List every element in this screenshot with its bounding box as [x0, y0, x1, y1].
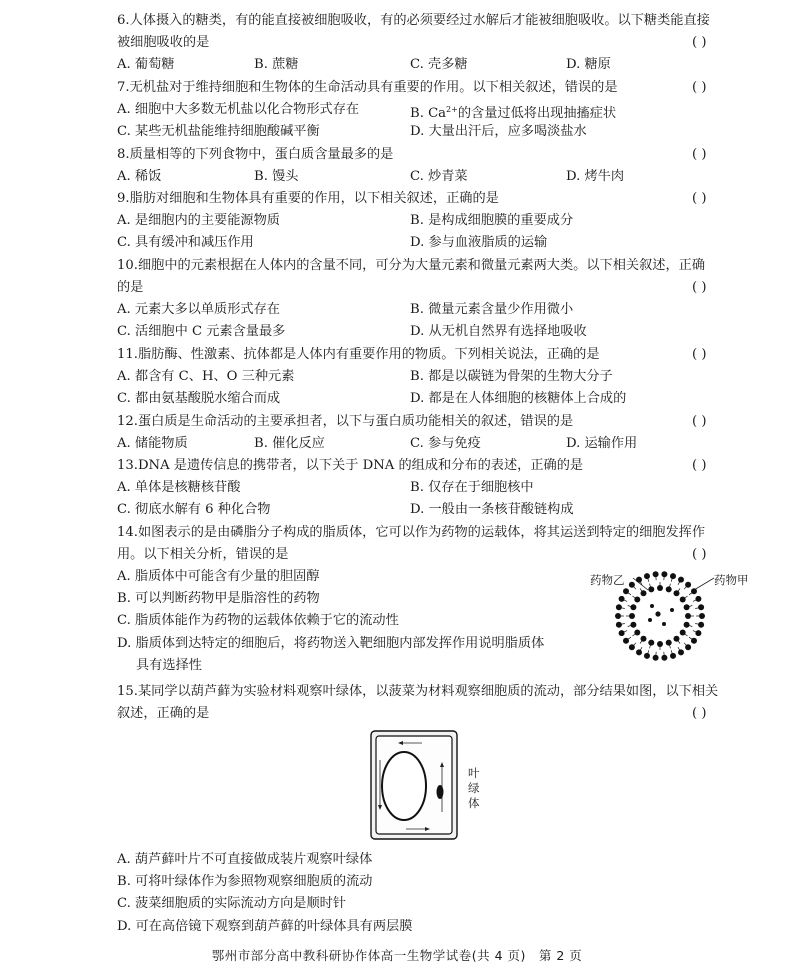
q10-stem-line2: 的是	[117, 280, 144, 295]
q15-option-d: D. 可在高倍镜下观察到葫芦藓的叶绿体具有两层膜	[117, 919, 413, 934]
q13-option-c: C. 彻底水解有 6 种化合物	[117, 502, 271, 517]
answer-paren: ( )	[692, 280, 707, 295]
q9-option-b: B. 是构成细胞膜的重要成分	[410, 213, 574, 228]
q6-option-a: A. 葡萄糖	[117, 57, 175, 72]
q15-stem-line2: 叙述，正确的是	[117, 706, 210, 721]
q8-option-d: D. 烤牛肉	[566, 169, 625, 184]
q13-stem-line1: 13.DNA 是遗传信息的携带者，以下关于 DNA 的组成和分布的表述，正确的是	[117, 458, 584, 473]
q15-option-c: C. 菠菜细胞质的实际流动方向是顺时针	[117, 896, 347, 911]
q10-option-c: C. 活细胞中 C 元素含量最多	[117, 324, 286, 339]
q9-option-d: D. 参与血液脂质的运输	[410, 235, 548, 250]
drug-b-label: 药物乙	[590, 573, 625, 587]
q7-stem-line1: 7.无机盐对于维持细胞和生物体的生命活动具有重要的作用。以下相关叙述，错误的是	[117, 80, 618, 95]
q9-option-c: C. 具有缓冲和减压作用	[117, 235, 254, 250]
cell-figure	[370, 730, 490, 842]
liposome-figure	[590, 566, 760, 666]
answer-paren: ( )	[692, 458, 707, 473]
q14-option-d: D. 脂质体到达特定的细胞后，将药物送入靶细胞内部发挥作用说明脂质体	[117, 636, 545, 651]
q11-option-c: C. 都由氨基酸脱水缩合而成	[117, 391, 281, 406]
q10-option-d: D. 从无机自然界有选择地吸收	[410, 324, 587, 339]
q9-option-a: A. 是细胞内的主要能源物质	[117, 213, 280, 228]
q6-stem-line1: 6.人体摄入的糖类，有的能直接被细胞吸收，有的必须要经过水解后才能被细胞吸收。以下糖类能直接	[117, 13, 710, 28]
drug-a-label: 药物甲	[714, 573, 749, 587]
q15-stem-line1: 15.某同学以葫芦藓为实验材料观察叶绿体，以菠菜为材料观察细胞质的流动，部分结果如图，以下相关	[117, 684, 719, 699]
q12-option-a: A. 储能物质	[117, 436, 188, 451]
q7-option-d: D. 大量出汗后，应多喝淡盐水	[410, 124, 587, 139]
answer-paren: ( )	[692, 547, 707, 562]
liposome-diagram	[590, 566, 760, 666]
q6-option-b: B. 蔗糖	[254, 57, 299, 72]
q11-option-d: D. 都是在人体细胞的核糖体上合成的	[410, 391, 627, 406]
q13-option-b: B. 仅存在于细胞核中	[410, 480, 534, 495]
q14-stem-line1: 14.如图表示的是由磷脂分子构成的脂质体，它可以作为药物的运载体，将其运送到特定的细胞发挥作	[117, 525, 706, 540]
q12-option-c: C. 参与免疫	[410, 436, 481, 451]
q10-option-a: A. 元素大多以单质形式存在	[117, 302, 280, 317]
answer-paren: ( )	[692, 414, 707, 429]
answer-paren: ( )	[692, 35, 707, 50]
answer-paren: ( )	[692, 706, 707, 721]
answer-paren: ( )	[692, 191, 707, 206]
q14-option-a: A. 脂质体中可能含有少量的胆固醇	[117, 569, 320, 584]
q8-stem-line1: 8.质量相等的下列食物中，蛋白质含量最多的是	[117, 147, 394, 162]
q7-option-b: B. $Ca^{2+}$的含量过低将出现抽搐症状	[410, 105, 617, 121]
q6-option-c: C. 壳多糖	[410, 57, 468, 72]
q8-option-a: A. 稀饭	[117, 169, 162, 184]
q13-option-a: A. 单体是核糖核苷酸	[117, 480, 241, 495]
q9-stem-line1: 9.脂肪对细胞和生物体具有重要的作用，以下相关叙述，正确的是	[117, 191, 499, 206]
q12-option-b: B. 催化反应	[254, 436, 325, 451]
q12-stem-line1: 12.蛋白质是生命活动的主要承担者，以下与蛋白质功能相关的叙述，错误的是	[117, 414, 574, 429]
chloroplast-label: 叶 绿 体	[468, 766, 480, 810]
q11-option-b: B. 都是以碳链为骨架的生物大分子	[410, 369, 613, 384]
q15-option-b: B. 可将叶绿体作为参照物观察细胞质的流动	[117, 874, 373, 889]
q14-option-d-cont: 具有选择性	[136, 658, 202, 673]
q12-option-d: D. 运输作用	[566, 436, 638, 451]
q15-option-a: A. 葫芦藓叶片不可直接做成装片观察叶绿体	[117, 852, 373, 867]
q7-option-a: A. 细胞中大多数无机盐以化合物形式存在	[117, 102, 360, 117]
q7-option-c: C. 某些无机盐能维持细胞酸碱平衡	[117, 124, 320, 139]
q14-stem-line2: 用。以下相关分析，错误的是	[117, 547, 289, 562]
q6-option-d: D. 糖原	[566, 57, 611, 72]
page-footer: 鄂州市部分高中教科研协作体高一生物学试卷(共 4 页) 第 2 页	[211, 948, 583, 963]
q14-option-c: C. 脂质体能作为药物的运载体依赖于它的流动性	[117, 613, 399, 628]
answer-paren: ( )	[692, 147, 707, 162]
q8-option-c: C. 炒青菜	[410, 169, 468, 184]
answer-paren: ( )	[692, 347, 707, 362]
q11-stem-line1: 11.脂肪酶、性激素、抗体都是人体内有重要作用的物质。下列相关说法，正确的是	[117, 347, 600, 362]
q11-option-a: A. 都含有 C、H、O 三种元素	[117, 369, 295, 384]
q13-option-d: D. 一般由一条核苷酸链构成	[410, 502, 574, 517]
q10-stem-line1: 10.细胞中的元素根据在人体内的含量不同，可分为大量元素和微量元素两大类。以下相关叙述，正确	[117, 258, 706, 273]
answer-paren: ( )	[692, 80, 707, 95]
q6-stem-line2: 被细胞吸收的是	[117, 35, 210, 50]
cell-diagram	[370, 730, 460, 842]
q14-option-b: B. 可以判断药物甲是脂溶性的药物	[117, 591, 320, 606]
q10-option-b: B. 微量元素含量少作用微小	[410, 302, 574, 317]
q8-option-b: B. 馒头	[254, 169, 299, 184]
